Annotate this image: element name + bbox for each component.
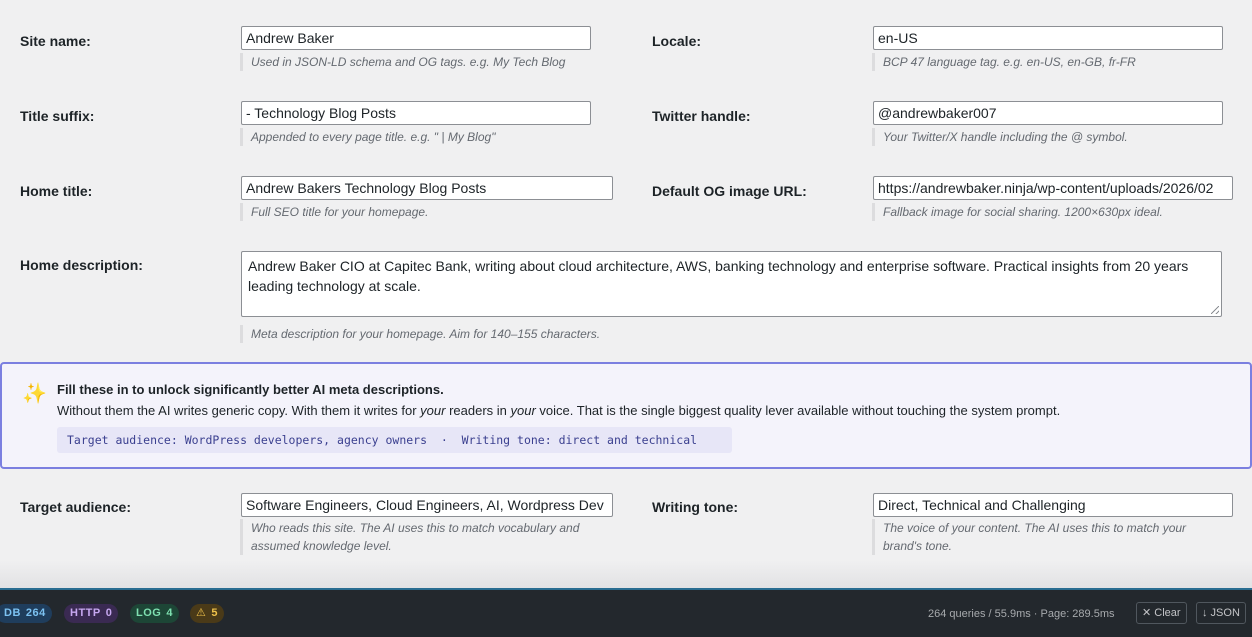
- locale-input[interactable]: en-US: [873, 26, 1223, 50]
- warning-icon: ⚠: [196, 607, 207, 619]
- http-pill[interactable]: HTTP 0: [64, 604, 118, 623]
- home-description-label: Home description:: [20, 257, 143, 273]
- twitter-handle-hint: Your Twitter/X handle including the @ symbol.: [872, 128, 1128, 146]
- site-name-hint: Used in JSON-LD schema and OG tags. e.g. My Tech Blog: [240, 53, 565, 71]
- warnings-pill[interactable]: ⚠ 5: [190, 604, 224, 623]
- default-og-image-label: Default OG image URL:: [652, 183, 807, 199]
- writing-tone-input[interactable]: Direct, Technical and Challenging: [873, 493, 1233, 517]
- notice-body: Without them the AI writes generic copy. With them it writes for your readers in your voice. That is the single biggest quality lever available without touching the system prompt.: [57, 403, 1061, 418]
- home-description-hint: Meta description for your homepage. Aim for 140–155 characters.: [240, 325, 600, 343]
- clear-button[interactable]: ✕ Clear: [1136, 602, 1187, 624]
- resize-grip-icon[interactable]: [1211, 306, 1219, 314]
- writing-tone-hint: The voice of your content. The AI uses this to match your brand's tone.: [872, 519, 1186, 555]
- title-suffix-input[interactable]: - Technology Blog Posts: [241, 101, 591, 125]
- perf-stats: 264 queries / 55.9ms · Page: 289.5ms: [928, 608, 1115, 620]
- scroll-shadow: [0, 560, 1252, 588]
- notice-title: Fill these in to unlock significantly better AI meta descriptions.: [57, 382, 444, 397]
- target-audience-hint: Who reads this site. The AI uses this to match vocabulary and assumed knowledge level.: [240, 519, 579, 555]
- home-title-hint: Full SEO title for your homepage.: [240, 203, 428, 221]
- home-description-textarea[interactable]: [241, 251, 1222, 317]
- writing-tone-label: Writing tone:: [652, 499, 739, 515]
- db-queries-pill[interactable]: DB 264: [0, 604, 52, 623]
- twitter-handle-input[interactable]: @andrewbaker007: [873, 101, 1223, 125]
- ai-context-notice: [0, 362, 1252, 469]
- twitter-handle-label: Twitter handle:: [652, 108, 751, 124]
- locale-label: Locale:: [652, 33, 702, 49]
- default-og-image-hint: Fallback image for social sharing. 1200×630px ideal.: [872, 203, 1163, 221]
- title-suffix-hint: Appended to every page title. e.g. " | My Blog": [240, 128, 495, 146]
- notice-example-code: Target audience: WordPress developers, agency owners · Writing tone: direct and technical: [57, 427, 732, 453]
- title-suffix-label: Title suffix:: [20, 108, 95, 124]
- sparkles-icon: ✨: [22, 383, 47, 405]
- home-description-text: Andrew Baker CIO at Capitec Bank, writing about cloud architecture, AWS, banking technology and enterprise software. Practical insights from 20 years leading technology at scale.: [248, 258, 1189, 294]
- log-pill[interactable]: LOG 4: [130, 604, 179, 623]
- target-audience-label: Target audience:: [20, 499, 131, 515]
- locale-hint: BCP 47 language tag. e.g. en-US, en-GB, fr-FR: [872, 53, 1136, 71]
- home-title-label: Home title:: [20, 183, 93, 199]
- json-export-button[interactable]: ↓ JSON: [1196, 602, 1246, 624]
- site-name-label: Site name:: [20, 33, 91, 49]
- default-og-image-input[interactable]: https://andrewbaker.ninja/wp-content/uploads/2026/02: [873, 176, 1233, 200]
- target-audience-input[interactable]: Software Engineers, Cloud Engineers, AI, Wordpress Dev: [241, 493, 613, 517]
- debug-toolbar: [0, 588, 1252, 637]
- home-title-input[interactable]: Andrew Bakers Technology Blog Posts: [241, 176, 613, 200]
- site-name-input[interactable]: Andrew Baker: [241, 26, 591, 50]
